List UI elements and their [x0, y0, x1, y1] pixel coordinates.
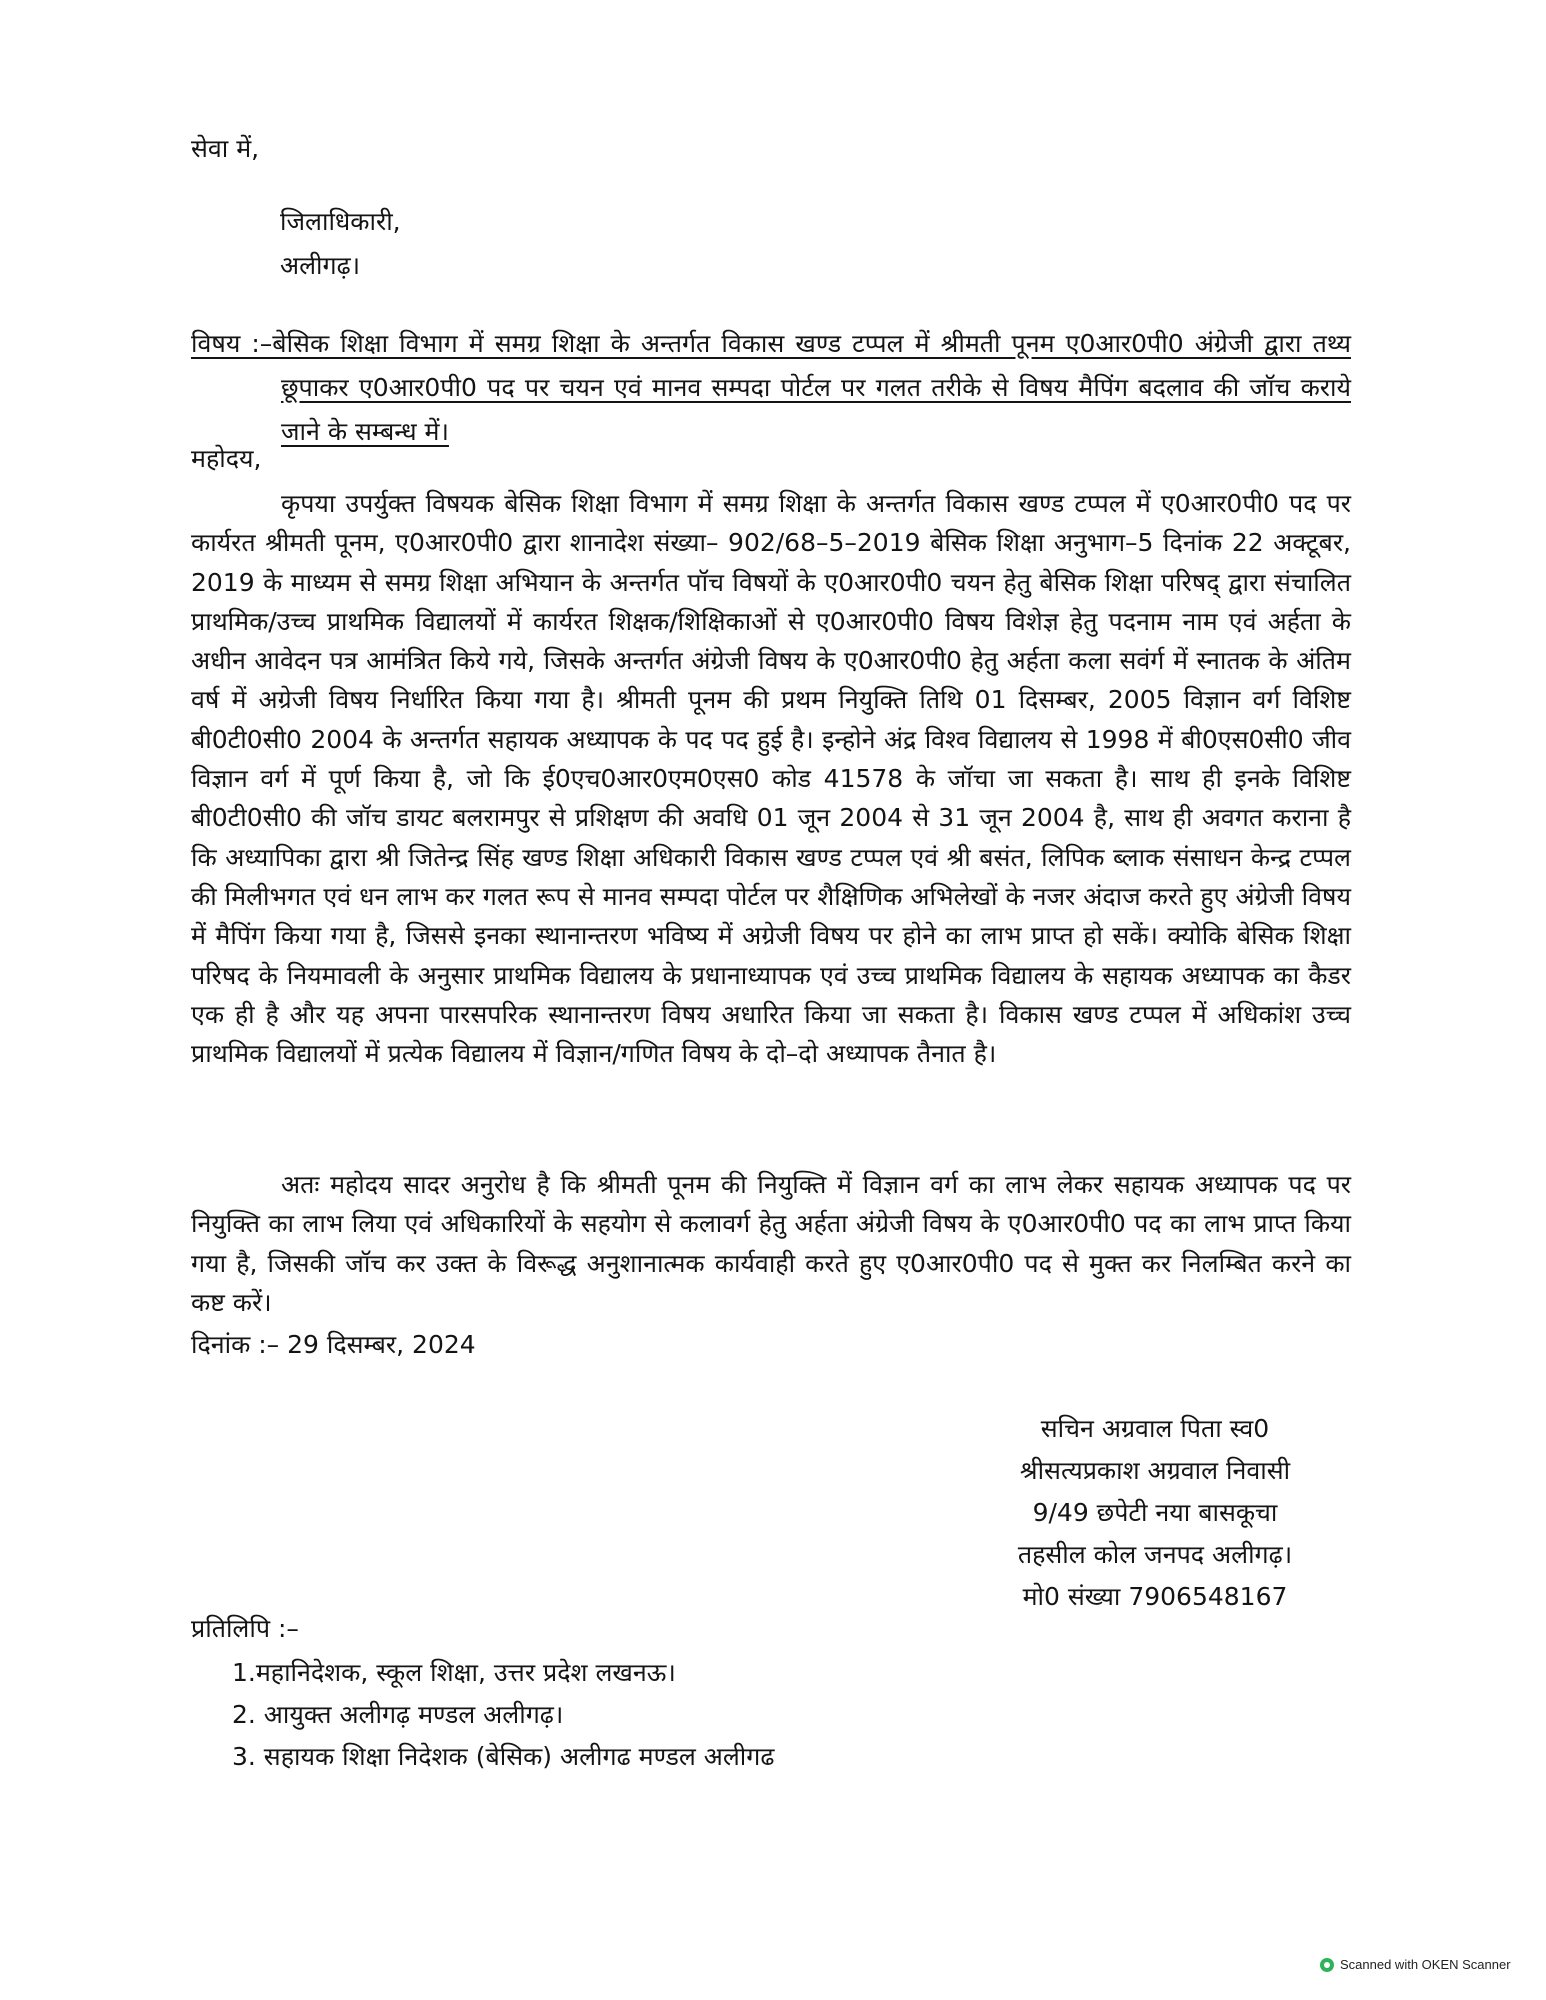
- signature-line: 9/49 छपेटी नया बासकूचा: [1032, 1498, 1278, 1527]
- body-paragraph: अतः महोदय सादर अनुरोध है कि श्रीमती पूनम की नियुक्ति में विज्ञान वर्ग का लाभ लेकर सहायक अध्यापक पद पर नियुक्ति का लाभ लिया एवं अधिकारियों के सहयोग से कलावर्ग हेतु अर्हता अंग्रेजी विषय के ए0आर0पी0 पद का लाभ प्राप्त किया गया है, जिसकी जॉच कर उक्त के विरूद्ध अनुशानात्मक कार्यवाही करते हुए ए0आर0पी0 पद से मुक्त कर निलम्बित करने का कष्ट करें।: [191, 1170, 1351, 1317]
- signature-line: श्रीसत्यप्रकाश अग्रवाल निवासी: [1019, 1456, 1291, 1485]
- body-paragraph: कृपया उपर्युक्त विषयक बेसिक शिक्षा विभाग में समग्र शिक्षा के अन्तर्गत विकास खण्ड टप्पल में ए0आर0पी0 पद पर कार्यरत श्रीमती पूनम, ए0आर0पी0 द्वारा शानादेश संख्या– 902/68–5–2019 बेसिक शिक्षा अनुभाग–5 दिनांक 22 अक्टूबर, 2019 के माध्यम से समग्र शिक्षा अभियान के अन्तर्गत पॉच विषयों के ए0आर0पी0 चयन हेतु बेसिक शिक्षा परिषद् द्वारा संचालित प्राथमिक/उच्च प्राथमिक विद्यालयों में कार्यरत शिक्षक/शिक्षिकाओं से ए0आर0पी0 विषय विशेज्ञ हेतु पदनाम नाम एवं अर्हता के अधीन आवेदन पत्र आमंत्रित किये गये, जिसके अन्तर्गत अंग्रेजी विषय के ए0आर0पी0 हेतु अर्हता कला सवंर्ग में स्नातक के अंतिम वर्ष में अग्रेजी विषय निर्धारित किया गया है। श्रीमती पूनम की प्रथम नियुक्ति तिथि 01 दिसम्बर, 2005 विज्ञान वर्ग विशिष्ट बी0टी0सी0 2004 के अन्तर्गत सहायक अध्यापक के पद पद हुई है। इन्होने अंद्र विश्व विद्यालय से 1998 में बी0एस0सी0 जीव विज्ञान वर्ग में पूर्ण किया है, जो कि ई0एच0आर0एम0एस0 कोड 41578 के जॉचा जा सकता है। साथ ही इनके विशिष्ट बी0टी0सी0 की जॉच डायट बलरामपुर से प्रशिक्षण की अवधि 01 जून 2004 से 31 जून 2004 है, साथ ही अवगत कराना है कि अध्यापिका द्वारा श्री जितेन्द्र सिंह खण्ड शिक्षा अधिकारी विकास खण्ड टप्पल एवं श्री बसंत, लिपिक ब्लाक संसाधन केन्द्र टप्पल की मिलीभगत एवं धन लाभ कर गलत रूप से मानव सम्पदा पोर्टल पर शैक्षिणिक अभिलेखों के नजर अंदाज करते हुए अंग्रेजी विषय में मैपिंग किया गया है, जिससे इनका स्थानान्तरण भविष्य में अग्रेजी विषय पर होने का लाभ प्राप्त हो सकें। क्योकि बेसिक शिक्षा परिषद के नियमावली के अनुसार प्राथमिक विद्यालय के प्रधानाध्यापक एवं उच्च प्राथमिक विद्यालय के सहायक अध्यापक का कैडर एक ही है और यह अपना पारसपरिक स्थानान्तरण विषय अधारित किया जा सकता है। विकास खण्ड टप्पल में अधिकांश उच्च प्राथमिक विद्यालयों में प्रत्येक विद्यालय में विज्ञान/गणित विषय के दो–दो अध्यापक तैनात है।: [191, 489, 1351, 1069]
- scanner-watermark: [1320, 1956, 1511, 1974]
- copy-item: 3. सहायक शिक्षा निदेशक (बेसिक) अलीगढ मण्डल अलीगढ: [232, 1742, 775, 1771]
- letter-date: दिनांक :– 29 दिसम्बर, 2024: [191, 1330, 476, 1359]
- salutation: सेवा में,: [191, 134, 260, 163]
- recipient-line: अलीगढ़।: [280, 251, 361, 280]
- recipient-line: जिलाधिकारी,: [280, 207, 401, 236]
- copy-item: 1.महानिदेशक, स्कूल शिक्षा, उत्तर प्रदेश लखनऊ।: [232, 1658, 676, 1687]
- signature-line: मो0 संख्या 7906548167: [1022, 1582, 1288, 1611]
- signature-line: तहसील कोल जनपद अलीगढ़।: [1017, 1540, 1293, 1569]
- copy-item: 2. आयुक्त अलीगढ़ मण्डल अलीगढ़।: [232, 1700, 564, 1729]
- greeting: महोदय,: [191, 444, 262, 473]
- copies-title: प्रतिलिपि :–: [191, 1614, 299, 1643]
- signature-line: सचिन अग्रवाल पिता स्व0: [1040, 1414, 1270, 1443]
- copies-list: [232, 1652, 774, 1778]
- watermark-text: Scanned with OKEN Scanner: [1340, 1957, 1511, 1972]
- oken-scanner-logo-icon: [1320, 1958, 1334, 1972]
- recipient-address: [280, 200, 401, 288]
- signature-block: [960, 1408, 1350, 1618]
- subject-line: विषय :–बेसिक शिक्षा विभाग में समग्र शिक्षा के अन्तर्गत विकास खण्ड टप्पल में श्रीमती पूनम ए0आर0पी0 अंग्रेजी द्वारा तथ्य छूपाकर ए0आर0पी0 पद पर चयन एवं मानव सम्पदा पोर्टल पर गलत तरीके से विषय मैपिंग बदलाव की जॉच कराये जाने के सम्बन्ध में।: [191, 329, 1351, 446]
